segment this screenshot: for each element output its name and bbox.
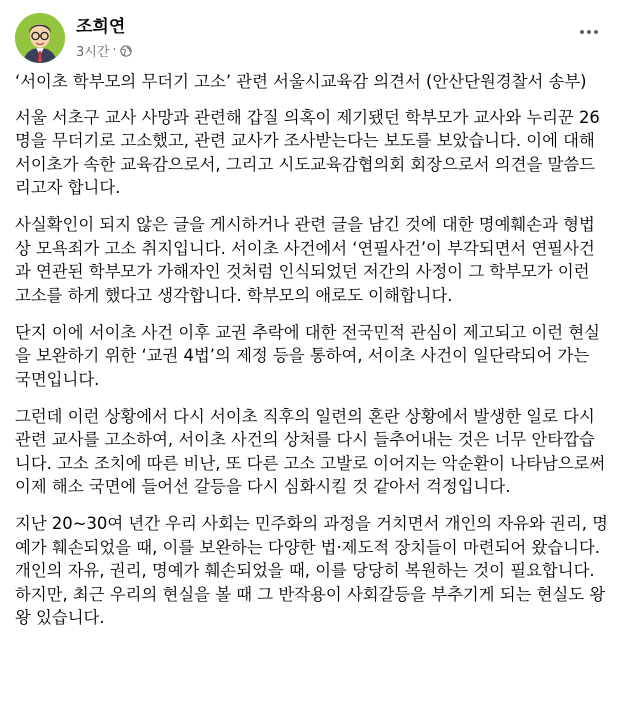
post-paragraph: 단지 이에 서이초 사건 이후 교권 추락에 대한 전국민적 관심이 제고되고 이런 현실을 보완하기 위한 ‘교권 4법’의 제정 등을 통하여, 서이초 사건이 일단락되어 가는 국면입니다. [15, 322, 601, 389]
post-time[interactable]: 3시간 [76, 45, 110, 60]
author-name[interactable]: 조희연 [76, 17, 126, 36]
post-header [0, 0, 620, 70]
globe-icon[interactable] [120, 45, 132, 57]
post-paragraph: 서울 서초구 교사 사망과 관련해 갑질 의혹이 제기됐던 학부모가 교사와 누리꾼 26명을 무더기로 고소했고, 관련 교사가 조사받는다는 보도를 보았습니다. 이에 대해 서이초가 속한 교육감으로서, 그리고 시도교육감협의회 회장으로서 의견을 말씀드리고자 합니다. [15, 107, 600, 197]
post-text [15, 70, 610, 643]
dot [587, 30, 591, 34]
post-title-paragraph: ‘서이초 학부모의 무더기 고소’ 관련 서울시교육감 의견서 (안산단원경찰서 송부) [15, 72, 587, 91]
meta-separator: · [112, 43, 117, 58]
post-paragraph: 사실확인이 되지 않은 글을 게시하거나 관련 글을 남긴 것에 대한 명예훼손과 형법상 모욕죄가 고소 취지입니다. 서이초 사건에서 ‘연필사건’이 부각되면서 연필사건과 연관된 학부모가 가해자인 것처럼 인식되었던 저간의 사정이 그 학부모가 이런 고소를 하게 했다고 생각합니다. 학부모의 애로도 이해합니다. [15, 215, 595, 305]
post-paragraph: 그런데 이런 상황에서 다시 서이초 직후의 일련의 혼란 상황에서 발생한 일로 다시 관련 교사를 고소하여, 서이초 사건의 상처를 다시 들추어내는 것은 너무 안타깝습니다. 고소 조치에 따른 비난, 또 다른 고소 고발로 이어지는 악순환이 나타남으로써 이제 해소 국면에 들어선 갈등을 다시 심화시킬 것 같아서 걱정입니다. [15, 406, 606, 496]
more-options-icon[interactable] [576, 22, 602, 42]
dot [594, 30, 598, 34]
author-avatar[interactable] [15, 13, 65, 63]
post-paragraph: 지난 20~30여 년간 우리 사회는 민주화의 과정을 거치면서 개인의 자유와 권리, 명예가 훼손되었을 때, 이를 보완하는 다양한 법·제도적 장치들이 마련되어 왔습니다. 개인의 자유, 권리, 명예가 훼손되었을 때, 이를 당당히 복원하는 것이 필요합니다. 하지만, 최근 우리의 현실을 볼 때 그 반작용이 사회갈등을 부추기게 되는 현실도 왕왕 있습니다. [15, 514, 608, 627]
dot [580, 30, 584, 34]
post-meta [76, 41, 132, 60]
avatar-portrait-illustration [15, 13, 65, 63]
